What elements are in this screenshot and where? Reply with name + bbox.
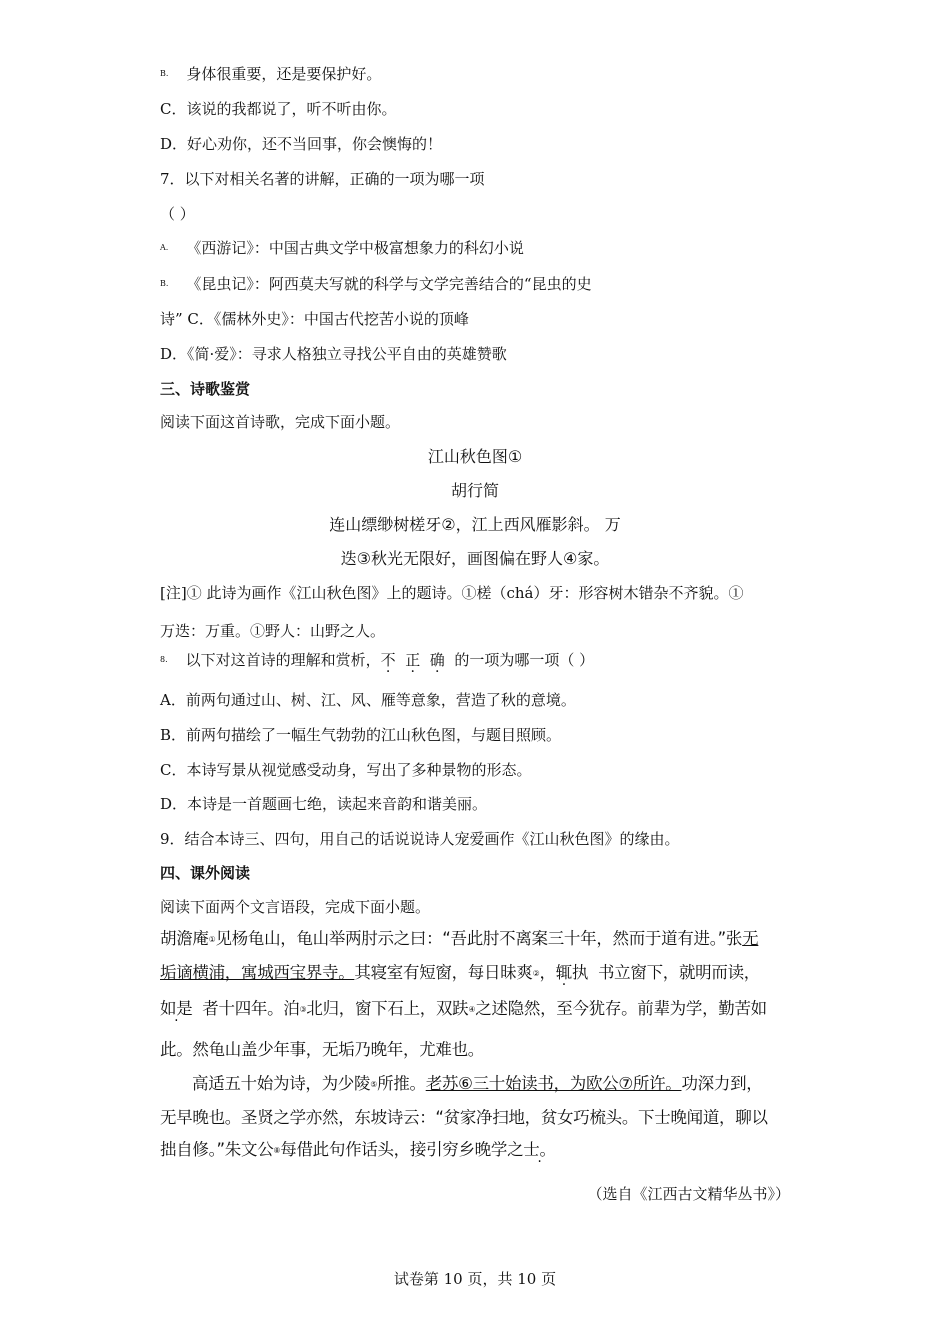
passage1-line-4: 此。然龟山盖少年事，无垢乃晚年，尤难也。 — [160, 1040, 485, 1059]
q7-option-a: $^{A.}$ 《西游记》：中国古典文学中极富想象力的科幻小说 — [160, 239, 524, 257]
option-marker: B. — [160, 69, 169, 78]
passage1-line-3: 如是 者十四年。泊③北归，窗下石上，双趺④之述隐然，至今犹存。前辈为学，勤苦如 — [160, 999, 767, 1018]
poem-author: 胡行简 — [450, 481, 499, 500]
q8-option-d: D．本诗是一首题画七绝，读起来音韵和谐美丽。 — [160, 795, 488, 813]
q7-stem: 7．以下对相关名著的讲解，正确的一项为哪一项 — [160, 170, 485, 188]
emphasis-char: 确 — [429, 651, 445, 669]
q8-option-b: B．前两句描绘了一幅生气勃勃的江山秋色图，与题目照顾。 — [160, 726, 562, 744]
emphasis-char: 不 — [380, 651, 396, 669]
emphasis-char: 正 — [405, 651, 421, 669]
passage2-line-3: 拙自修。”朱文公⑧每借此句作话头，接引穷乡晚学之士。 . — [160, 1140, 556, 1161]
poem-note-1: [注]① 此诗为画作《江山秋色图》上的题诗。①槎（chá）牙：形容树木错杂不齐貌。① — [160, 584, 744, 602]
poem-note-2: 万迭：万重。①野人：山野之人。 — [160, 622, 386, 640]
section4-intro: 阅读下面两个文言语段，完成下面小题。 — [160, 898, 431, 916]
source-citation: （选自《江西古文精华丛书》） — [587, 1185, 790, 1203]
q7-paren: （ ） — [160, 205, 195, 223]
passage2-line-2: 无早晚也。圣贤之学亦然，东坡诗云：“贫家净扫地，贫女巧梳头。下士晚闻道，聊以 — [160, 1108, 768, 1127]
section3-heading: 三、诗歌鉴赏 — [160, 380, 251, 398]
poem-title: 江山秋色图① — [427, 447, 523, 466]
q6-option-c: C．该说的我都说了，听不听由你。 — [160, 100, 397, 118]
q7-option-b-cont: 诗” C．《儒林外史》：中国古代挖苦小说的顶峰 — [160, 310, 469, 328]
q8-option-a: A．前两句通过山、树、江、风、雁等意象，营造了秋的意境。 — [160, 691, 576, 709]
q8-stem: $^{8.}$ 以下对这首诗的理解和赏析，不 正 确 的一项为哪一项（ ） — [160, 651, 595, 669]
page-footer: 试卷第 10 页，共 10 页 — [393, 1270, 557, 1288]
q7-option-b: $^{B.}$ 《昆虫记》：阿西莫夫写就的科学与文学完善结合的“昆虫的史 — [160, 275, 592, 293]
passage1-line-2: 垢谪横浦，寓城西宝界寺。其寝室有短窗，每日昧爽②，辄执 . 书立窗下，就明而读， — [160, 963, 760, 984]
passage2-line-1: 高适五十始为诗，为少陵⑤所推。老苏⑥三十始读书，为欧公⑦所许。功深力到， — [192, 1074, 763, 1093]
section3-intro: 阅读下面这首诗歌，完成下面小题。 — [160, 413, 401, 431]
passage1-line-1: 胡澹庵①见杨龟山，龟山举两肘示之曰：“吾此肘不离案三十年，然而于道有进。”张无 — [160, 929, 759, 948]
q6-option-d: D．好心劝你，还不当回事，你会懊悔的！ — [160, 135, 443, 153]
poem-line-1: 连山缥缈树槎牙②，江上西风雁影斜。 万 — [329, 515, 621, 534]
q9-stem: 9．结合本诗三、四句，用自己的话说说诗人宠爱画作《江山秋色图》的缘由。 — [160, 830, 680, 848]
q7-option-d: D．《简·爱》：寻求人格独立寻找公平自由的英雄赞歌 — [160, 345, 507, 363]
q6-option-b: $^{B.}$ 身体很重要，还是要保护好。 — [160, 65, 382, 83]
section4-heading: 四、课外阅读 — [160, 864, 251, 882]
q8-option-c: C．本诗写景从视觉感受动身，写出了多种景物的形态。 — [160, 761, 532, 779]
poem-line-2: 迭③秋光无限好，画图偏在野人④家。 — [340, 549, 610, 568]
